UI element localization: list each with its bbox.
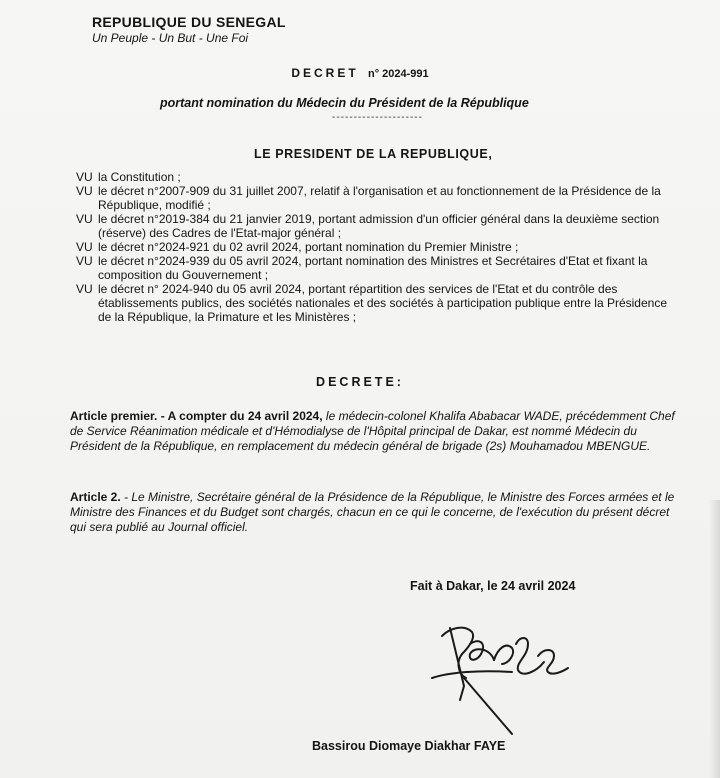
article-body: le médecin-colonel Khalifa Ababacar WADE, précédemment Chef de Service Réanimation médicale et d'Hémodialyse de l'Hôpital principal de Dakar, est nommé Médecin du Président de la République, en remplacement du médecin général de brigade (2s) Mouhamadou MBENGUE. xyxy=(70,409,675,453)
letterhead xyxy=(92,14,286,45)
visa-text: la Constitution ; xyxy=(98,170,181,184)
decree-subject: portant nomination du Médecin du Président de la République xyxy=(160,96,529,110)
decree-number: n° 2024-991 xyxy=(368,68,429,80)
visa-prefix: VU xyxy=(76,212,93,226)
article-body: - Le Ministre, Secrétaire général de la Présidence de la République, le Ministre des Forces armées et le Ministre des Finances et du Budget sont chargés, chacun en ce qui le concerne, de l'exécution du présent décret qui sera publié au Journal officiel. xyxy=(70,490,675,534)
place-and-date: Fait à Dakar, le 24 avril 2024 xyxy=(410,579,576,593)
visa-item xyxy=(76,282,676,324)
republic-name: REPUBLIQUE DU SENEGAL xyxy=(92,14,286,30)
visa-item xyxy=(76,254,676,282)
signer-name: Bassirou Diomaye Diakhar FAYE xyxy=(312,739,506,753)
article-2 xyxy=(70,490,680,535)
visa-prefix: VU xyxy=(76,170,93,184)
visa-text: le décret n° 2024-940 du 05 avril 2024, portant répartition des services de l'Etat et du contrôle des établissements publics, des sociétés nationales et des sociétés à participation publique entre la Présidence de la République, la Primature et les Ministères ; xyxy=(98,282,668,324)
page-edge-shadow xyxy=(708,500,720,778)
national-motto: Un Peuple - Un But - Une Foi xyxy=(92,31,249,45)
visa-text: le décret n°2024-939 du 05 avril 2024, portant nomination des Ministres et Secrétaires d'Etat et fixant la composition du Gouvernement ; xyxy=(98,254,648,282)
decree-title xyxy=(0,66,720,80)
visa-prefix: VU xyxy=(76,282,93,296)
article-premier xyxy=(70,409,680,454)
handwritten-signature xyxy=(420,608,580,738)
decrete-heading: DECRETE: xyxy=(316,375,404,389)
visas-list xyxy=(76,170,676,324)
visa-item xyxy=(76,170,676,184)
article-heading: Article premier. - A compter du 24 avril 2024, xyxy=(70,409,323,423)
article-heading: Article 2. xyxy=(70,490,121,504)
president-heading: LE PRESIDENT DE LA REPUBLIQUE, xyxy=(254,147,493,161)
visa-prefix: VU xyxy=(76,254,93,268)
separator-line: --------------------- xyxy=(332,112,423,123)
visa-text: le décret n°2019-384 du 21 janvier 2019, portant admission d'un officier général dans la deuxième section (réserve) des Cadres de l'Etat-major général ; xyxy=(98,212,660,240)
visa-text: le décret n°2007-909 du 31 juillet 2007, relatif à l'organisation et au fonctionnement de la Présidence de la République, modifié ; xyxy=(98,184,661,212)
visa-item xyxy=(76,184,676,212)
decree-label: DECRET xyxy=(291,66,359,80)
visa-text: le décret n°2024-921 du 02 avril 2024, portant nomination du Premier Ministre ; xyxy=(98,240,519,254)
visa-item xyxy=(76,212,676,240)
visa-prefix: VU xyxy=(76,240,93,254)
visa-prefix: VU xyxy=(76,184,93,198)
visa-item xyxy=(76,240,676,254)
